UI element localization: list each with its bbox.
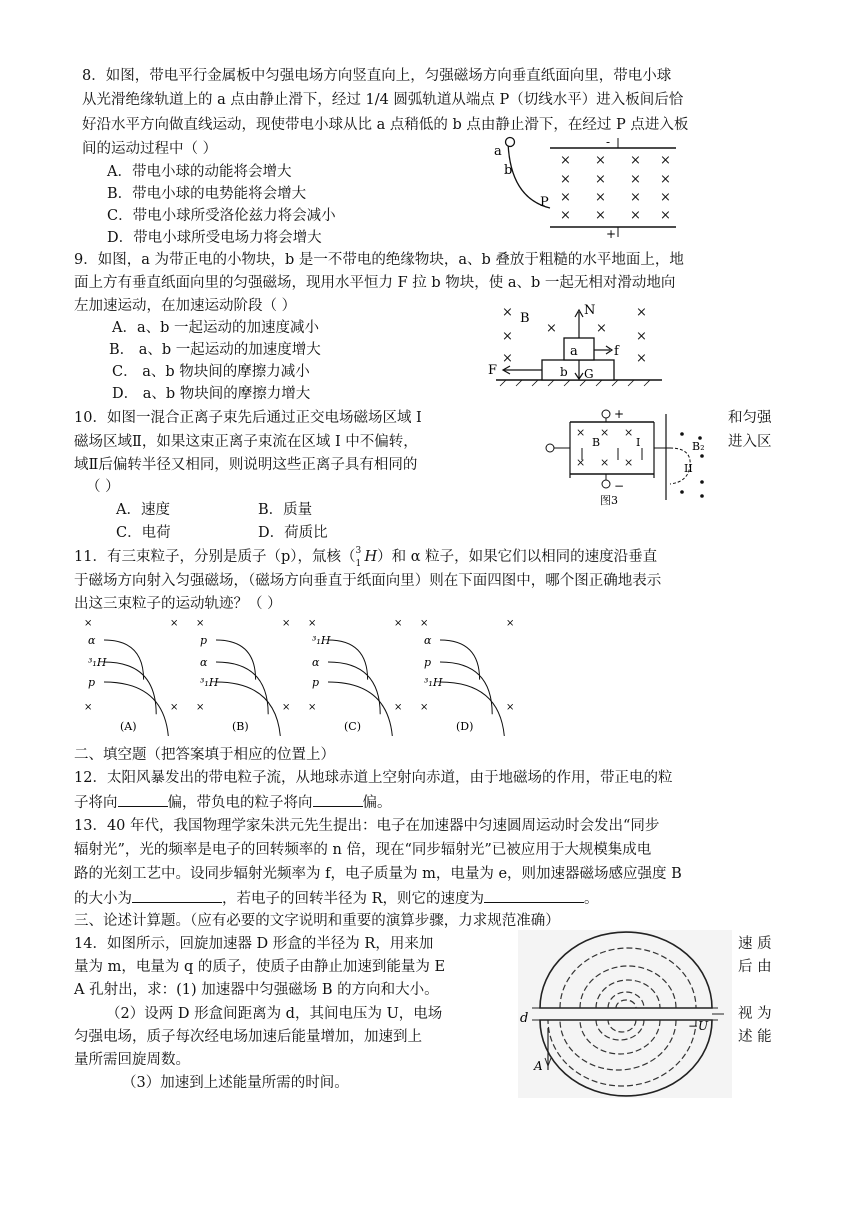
q10-option-d: D．荷质比 bbox=[258, 525, 328, 541]
q11-trajectory bbox=[104, 662, 156, 714]
q12-line-1: 12．太阳风暴发出的带电粒子流，从地球赤道上空射向赤道，由于地磁场的作用，带正电的粒 bbox=[74, 770, 673, 786]
q8-option-b: B．带电小球的电势能将会增大 bbox=[107, 186, 307, 202]
q10-option-b: B．质量 bbox=[258, 502, 313, 518]
q10-plus-label: + bbox=[614, 407, 625, 421]
q11-panel-a bbox=[84, 618, 178, 736]
q8-line-4: 间的运动过程中（ ） bbox=[82, 141, 218, 157]
q9-line-3: 左加速运动，在加速运动阶段（ ） bbox=[74, 298, 297, 314]
q10-label-i: I bbox=[636, 436, 641, 449]
svg-text:×: × bbox=[630, 190, 641, 205]
q11-field-cross: × bbox=[394, 702, 403, 713]
q9-label-n: N bbox=[584, 303, 596, 318]
svg-text:×: × bbox=[630, 208, 641, 223]
q9-option-c: C． a、b 物块间的摩擦力减小 bbox=[112, 364, 310, 380]
q9-label-b-field: B bbox=[520, 311, 530, 326]
q11-line-1 bbox=[74, 547, 657, 567]
q11-panel-label: (A) bbox=[120, 720, 137, 733]
q10-option-a: A．速度 bbox=[116, 502, 170, 518]
q11-field-cross: × bbox=[308, 702, 317, 713]
q14-line-2: 量为 m，电量为 q 的质子，使质子由静止加速到能量为 E bbox=[74, 959, 446, 975]
q8-label-b: b bbox=[504, 163, 513, 178]
q10-ion-source bbox=[546, 444, 554, 452]
q14-line-3: A 孔射出，求：(1) 加速器中匀强磁场 B 的方向和大小。 bbox=[74, 982, 439, 998]
q11-field-cross: × bbox=[170, 702, 179, 713]
q11-particle-label: p bbox=[88, 676, 96, 689]
svg-text:×: × bbox=[660, 172, 671, 187]
q13-line-4: 的大小为 ，若电子的回转半径为 R，则它的速度为 。 bbox=[74, 888, 599, 909]
q11-field-cross: × bbox=[506, 618, 515, 629]
q11-particle-label: ³₁H bbox=[88, 656, 107, 669]
svg-text:×: × bbox=[595, 190, 606, 205]
svg-text:×: × bbox=[596, 321, 607, 336]
q11-panel-c bbox=[308, 618, 402, 736]
svg-text:×: × bbox=[660, 153, 671, 168]
q11-particle-label: α bbox=[88, 634, 96, 647]
q9-block-a bbox=[564, 338, 594, 360]
q14-right-2: 后 由 bbox=[738, 959, 772, 975]
q11-panel-b bbox=[196, 618, 290, 736]
svg-text:×: × bbox=[576, 456, 586, 469]
q9-line-2: 面上方有垂直纸面向里的匀强磁场，现用水平恒力 F 拉 b 物块，使 a、b 一起无相对滑动地向 bbox=[74, 275, 676, 291]
svg-text:×: × bbox=[630, 153, 641, 168]
q10-label-ii: II bbox=[684, 462, 693, 475]
svg-text:×: × bbox=[595, 172, 606, 187]
q8-option-d: D．带电小球所受电场力将会增大 bbox=[107, 230, 322, 246]
q11-particle-label: p bbox=[312, 676, 320, 689]
q8-label-p: P bbox=[540, 195, 549, 210]
q9-line-1: 9．如图，a 为带正电的小物块，b 是一不带电的绝缘物块，a、b 叠放于粗糙的水平地面上，地 bbox=[74, 252, 684, 268]
q13-blank-1[interactable] bbox=[132, 888, 222, 903]
q11-line-1-tail: ）和 α 粒子，如果它们以相同的速度沿垂直 bbox=[377, 549, 658, 565]
q13-line-2: 辐射光”，光的频率是电子的回转频率的 n 倍，现在“同步辐射光”已被应用于大规模集成电 bbox=[74, 842, 652, 858]
svg-text:×: × bbox=[560, 208, 571, 223]
q14-cyclotron-figure bbox=[518, 930, 732, 1098]
q9-label-b: b bbox=[560, 365, 568, 379]
q11-field-cross: × bbox=[84, 702, 93, 713]
q10-label-b1: B bbox=[592, 436, 601, 449]
q11-field-cross: × bbox=[196, 618, 205, 629]
q14-line-6: 量所需回旋周数。 bbox=[74, 1052, 190, 1068]
q8-plus-label: + bbox=[606, 227, 617, 240]
q9-label-f: f bbox=[614, 344, 619, 359]
q11-panel-label: (B) bbox=[232, 720, 249, 733]
q11-trajectory bbox=[328, 640, 368, 680]
q9-figure bbox=[486, 300, 676, 392]
q13-blank-2[interactable] bbox=[484, 888, 584, 903]
svg-text:×: × bbox=[624, 426, 634, 439]
q10-minus-label: − bbox=[614, 479, 625, 493]
q11-field-cross: × bbox=[420, 618, 429, 629]
section-3-heading: 三、论述计算题。（应有必要的文字说明和重要的演算步骤，力求规范准确） bbox=[74, 913, 560, 929]
svg-text:×: × bbox=[576, 426, 586, 439]
q11-trajectory bbox=[216, 640, 256, 680]
svg-text:×: × bbox=[546, 321, 557, 336]
q11-line-2: 于磁场方向射入匀强磁场，（磁场方向垂直于纸面向里）则在下面四图中，哪个图正确地表示 bbox=[74, 573, 662, 589]
q10-line-2: 磁场区域Ⅱ，如果这束正离子束流在区域 I 中不偏转， bbox=[74, 434, 418, 450]
q14-right-1: 速 质 bbox=[738, 936, 772, 952]
q11-field-cross: × bbox=[170, 618, 179, 629]
q10-region1-crosses bbox=[576, 426, 633, 469]
q11-particle-label: p bbox=[200, 634, 208, 647]
q9-option-a: A．a、b 一起运动的加速度减小 bbox=[112, 320, 320, 336]
q11-line-1-head: 11．有三束粒子，分别是质子（p），氚核（ bbox=[74, 549, 356, 565]
q8-option-c: C．带电小球所受洛伦兹力将会减小 bbox=[107, 208, 336, 224]
q14-label-minus-u: −U bbox=[688, 1019, 709, 1033]
q11-trajectory bbox=[440, 662, 492, 714]
q14-line-4: （2）设两 D 形盒间距离为 d，其间电压为 U，电场 bbox=[106, 1006, 443, 1022]
q8-minus-label: - bbox=[606, 135, 611, 149]
q14-right-3: 视 为 bbox=[738, 1006, 772, 1022]
q8-option-a: A．带电小球的动能将会增大 bbox=[107, 164, 292, 180]
q8-line-1: 8．如图，带电平行金属板中匀强电场方向竖直向上，匀强磁场方向垂直纸面向里，带电小球 bbox=[82, 68, 672, 84]
q10-figure bbox=[542, 404, 712, 508]
q11-particle-label: ³₁H bbox=[312, 634, 331, 647]
q10-option-c: C．电荷 bbox=[116, 525, 171, 541]
q11-particle-label: α bbox=[200, 656, 208, 669]
svg-text:×: × bbox=[595, 153, 606, 168]
q9-option-b: B． a、b 一起运动的加速度增大 bbox=[109, 342, 321, 358]
svg-text:×: × bbox=[630, 172, 641, 187]
q12-blank-2[interactable] bbox=[313, 792, 363, 807]
svg-text:×: × bbox=[560, 190, 571, 205]
q14-label-a: A bbox=[534, 1059, 543, 1073]
q11-particle-label: ³₁H bbox=[200, 676, 219, 689]
q14-figure-background bbox=[518, 930, 732, 1098]
q11-field-cross: × bbox=[196, 702, 205, 713]
q12-line-2: 子将向 偏，带负电的粒子将向 偏。 bbox=[74, 792, 392, 813]
q14-line-7: （3）加速到上述能量所需的时间。 bbox=[122, 1075, 349, 1091]
q14-line-5: 匀强电场，质子每次经电场加速后能量增加，加速到上 bbox=[74, 1029, 422, 1045]
q11-field-cross: × bbox=[506, 702, 515, 713]
q10-line-3: 域Ⅱ后偏转半径又相同，则说明这些正离子具有相同的 bbox=[74, 457, 418, 473]
q10-label-b2: B₂ bbox=[692, 440, 705, 453]
svg-text:×: × bbox=[636, 305, 647, 320]
q11-panel-label: (C) bbox=[344, 720, 361, 733]
svg-text:×: × bbox=[595, 208, 606, 223]
q11-field-cross: × bbox=[394, 618, 403, 629]
q8-ball bbox=[506, 138, 515, 147]
svg-text:×: × bbox=[636, 329, 647, 344]
q8-line-3: 好沿水平方向做直线运动，现使带电小球从比 a 点稍低的 b 点由静止滑下，在经过 P 点进入板 bbox=[82, 117, 689, 133]
q11-trajectory bbox=[104, 640, 144, 680]
q14-right-4: 述 能 bbox=[738, 1029, 772, 1045]
svg-text:×: × bbox=[660, 190, 671, 205]
q11-trajectory bbox=[328, 662, 380, 714]
q11-field-cross: × bbox=[420, 702, 429, 713]
svg-text:×: × bbox=[600, 456, 610, 469]
svg-text:×: × bbox=[600, 426, 610, 439]
q8-label-a: a bbox=[494, 144, 502, 159]
q8-field-crosses bbox=[560, 153, 671, 223]
svg-text:×: × bbox=[560, 172, 571, 187]
q10-line-2-right: 进入区 bbox=[728, 434, 772, 450]
q11-panel-d bbox=[420, 618, 514, 736]
q11-particle-label: α bbox=[424, 634, 432, 647]
q9-label-a: a bbox=[570, 344, 578, 359]
q11-particle-label: p bbox=[424, 656, 432, 669]
q9-label-force: F bbox=[488, 363, 498, 378]
svg-text:×: × bbox=[502, 305, 513, 320]
q14-label-d: d bbox=[520, 1011, 529, 1026]
q11-particle-label: α bbox=[312, 656, 320, 669]
q13-line-3: 路的光刻工艺中。设同步辐射光频率为 f，电子质量为 m，电量为 e，则加速器磁场感应强度 B bbox=[74, 866, 682, 882]
q11-figures bbox=[80, 618, 530, 736]
q9-option-d: D． a、b 物块间的摩擦力增大 bbox=[112, 386, 311, 402]
q11-particle-label: ³₁H bbox=[424, 676, 443, 689]
q10-line-1: 10．如图一混合正离子束先后通过正交电场磁场区域 I bbox=[74, 410, 422, 426]
q8-line-2: 从光滑绝缘轨道上的 a 点由静止滑下，经过 1/4 圆弧轨道从端点 P（切线水平）进入板间后恰 bbox=[82, 92, 684, 108]
section-2-heading: 二、填空题（把答案填于相应的位置上） bbox=[74, 747, 335, 763]
q14-line-1: 14．如图所示，回旋加速器 D 形盒的半径为 R，用来加 bbox=[74, 936, 434, 952]
svg-text:×: × bbox=[624, 456, 634, 469]
q9-label-g: G bbox=[584, 367, 594, 381]
svg-text:×: × bbox=[502, 329, 513, 344]
q10-line-1-right: 和匀强 bbox=[728, 410, 772, 426]
q11-panel-label: (D) bbox=[456, 720, 474, 733]
svg-text:×: × bbox=[560, 153, 571, 168]
q11-trajectory bbox=[440, 640, 480, 680]
q11-field-cross: × bbox=[282, 618, 291, 629]
q10-caption: 图3 bbox=[600, 494, 618, 507]
q8-figure bbox=[488, 130, 688, 240]
svg-text:×: × bbox=[636, 351, 647, 366]
q11-line-3: 出这三束粒子的运动轨迹？（ ） bbox=[74, 596, 282, 612]
q10-answer-paren: （ ） bbox=[86, 479, 120, 495]
q11-field-cross: × bbox=[282, 702, 291, 713]
svg-text:×: × bbox=[660, 208, 671, 223]
q11-field-cross: × bbox=[308, 618, 317, 629]
q11-tritium-symbol: 3 1 H bbox=[355, 546, 378, 569]
q11-field-cross: × bbox=[84, 618, 93, 629]
q13-line-1: 13．40 年代，我国物理学家朱洪元先生提出：电子在加速器中匀速圆周运动时会发出“同步 bbox=[74, 818, 660, 834]
q12-blank-1[interactable] bbox=[118, 792, 168, 807]
q11-trajectory bbox=[216, 662, 268, 714]
svg-text:×: × bbox=[502, 351, 513, 366]
